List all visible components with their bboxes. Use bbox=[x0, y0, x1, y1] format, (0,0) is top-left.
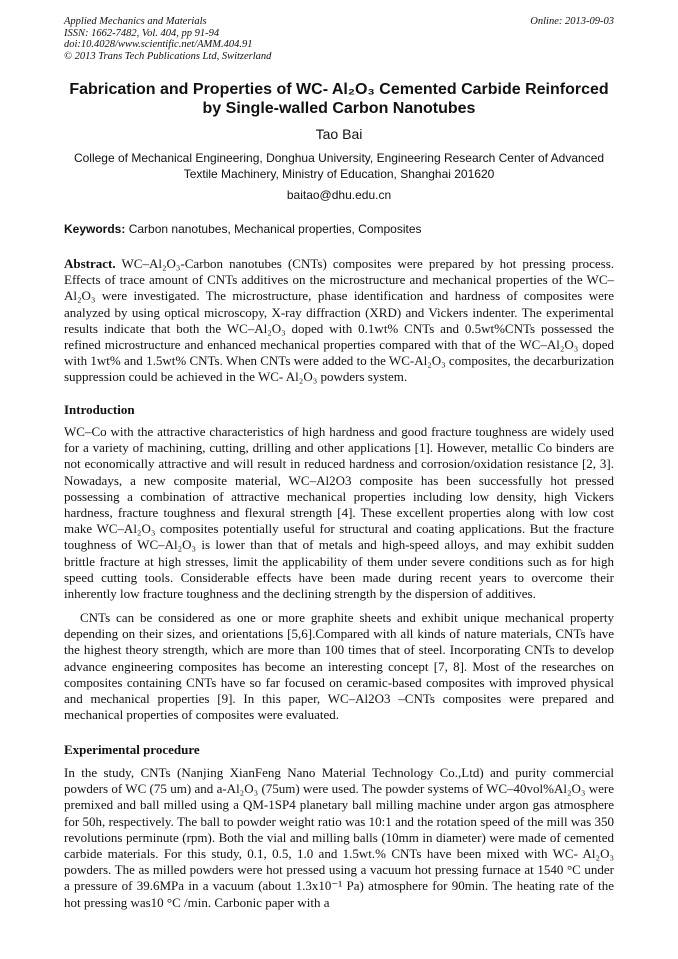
issn-line: ISSN: 1662-7482, Vol. 404, pp 91-94 bbox=[64, 27, 220, 39]
keywords bbox=[64, 222, 614, 236]
author-name: Tao Bai bbox=[315, 126, 363, 142]
copyright-line: © 2013 Trans Tech Publications Ltd, Switzerland bbox=[64, 50, 272, 62]
introduction-paragraph-2: CNTs can be considered as one or more graphite sheets and exhibit unique mechanical property depending on their sizes, and orientations [5,6].Compared with all kinds of nature materials, CNTs have the highest theory strength, which are more than 100 times that of steel. Incorporating CNTs to develop advance engineering composites has become an interesting concept [7, 8]. Most of the researches on composites containing CNTs have so far focused on ceramic-based composites with improved physical and mechanical properties [9]. In this paper, WC–Al2O3 –CNTs composites were prepared and mechanical properties of composites were evaluated. bbox=[64, 610, 614, 723]
doi-line: doi:10.4028/www.scientific.net/AMM.404.91 bbox=[64, 39, 253, 50]
title-line-2: by Single-walled Carbon Nanotubes bbox=[202, 100, 476, 117]
keywords-label: Keywords: bbox=[64, 222, 126, 236]
introduction-heading: Introduction bbox=[64, 402, 135, 417]
author-email: baitao@dhu.edu.cn bbox=[286, 188, 392, 202]
abstract-text: WC–Al₂O₃-Carbon nanotubes (CNTs) composites were prepared by hot pressing process. Effects of trace amount of CNTs additives on the microstructure and mechanical properties of the WC–Al₂O₃ were investigated. The microstructure, phase identification and hardness of composites were analyzed by using optical microscopy, X-ray diffraction (XRD) and Vickers indenter. The experimental results indicate that both the WC–Al₂O₃ doped with 0.1wt% CNTs and 0.5wt%CNTs possessed the refined microstructure and enhanced mechanical properties compared with that of the WC–Al₂O₃ doped with 1wt% and 1.5wt% CNTs. When CNTs were added to the WC-Al₂O₃ composites, the decarburization suppression could be achieved in the WC- Al₂O₃ powders system. bbox=[64, 256, 614, 385]
journal-name: Applied Mechanics and Materials bbox=[64, 16, 207, 27]
online-date: Online: 2013-09-03 bbox=[530, 16, 614, 27]
journal-header bbox=[64, 16, 271, 62]
paper-title bbox=[40, 80, 638, 118]
title-line-1: Fabrication and Properties of WC- Al₂O₃ Cemented Carbide Reinforced bbox=[69, 81, 609, 98]
abstract-label: Abstract. bbox=[64, 256, 116, 271]
abstract bbox=[64, 256, 614, 386]
keywords-text: Carbon nanotubes, Mechanical properties, Composites bbox=[128, 222, 422, 236]
experimental-paragraph-1: In the study, CNTs (Nanjing XianFeng Nano Material Technology Co.,Ltd) and purity commercial powders of WC (75 um) and a-Al₂O₃ (75um) were used. The powder systems of WC–40vol%Al₂O₃ were premixed and ball milled using a QM-1SP4 planetary ball milling machine under argon gas atmosphere for 50h, respectively. The ball to powder weight ratio was 10:1 and the rotation speed of the mill was 350 revolutions perminute (rpm). Both the vial and milling balls (10mm in diameter) were made of cemented carbide materials. For this study, 0.1, 0.5, 1.0 and 1.5wt.% CNTs have been mixed with WC- Al₂O₃ powders. The as milled powders were hot pressed using a vacuum hot pressing furnace at 1540 °C under a pressure of 39.6MPa in a vacuum (about 1.3x10⁻¹ Pa) atmosphere for 90min. The heating rate of the hot pressing was10 °C /min. Carbonic paper with a bbox=[64, 765, 614, 910]
introduction-paragraph-1: WC–Co with the attractive characteristics of high hardness and good fracture toughness are widely used for a variety of machining, cutting, drilling and other applications [1]. However, metallic Co binders are not economically attractive and will result in reduced hardness and corrosion/oxidation resistance [2, 3]. Nowadays, a new composite material, WC–Al2O3 composite has been successfully hot pressed possessing a combination of attractive mechanical properties including low density, high Vickers hardness, fracture toughness and flexural strength [4]. These excellent properties along with low cost make WC–Al₂O₃ composites potentially useful for structural and coating applications. But the fracture toughness of WC–Al₂O₃ is lower than that of metals and high-speed alloys, and may exhibit sudden brittle fracture at high stresses, limit the applicability of them under severe conditions such as for high speed cutting tools. Considerable effects have been made during recent years to overcome their inherently low fracture toughness and the declining strength by the dispersion of additives. bbox=[64, 424, 614, 602]
experimental-heading: Experimental procedure bbox=[64, 742, 200, 757]
affiliation: College of Mechanical Engineering, Donghua University, Engineering Research Center of Advanced Textile Machinery, Ministry of Education, Shanghai 201620 bbox=[73, 151, 605, 181]
